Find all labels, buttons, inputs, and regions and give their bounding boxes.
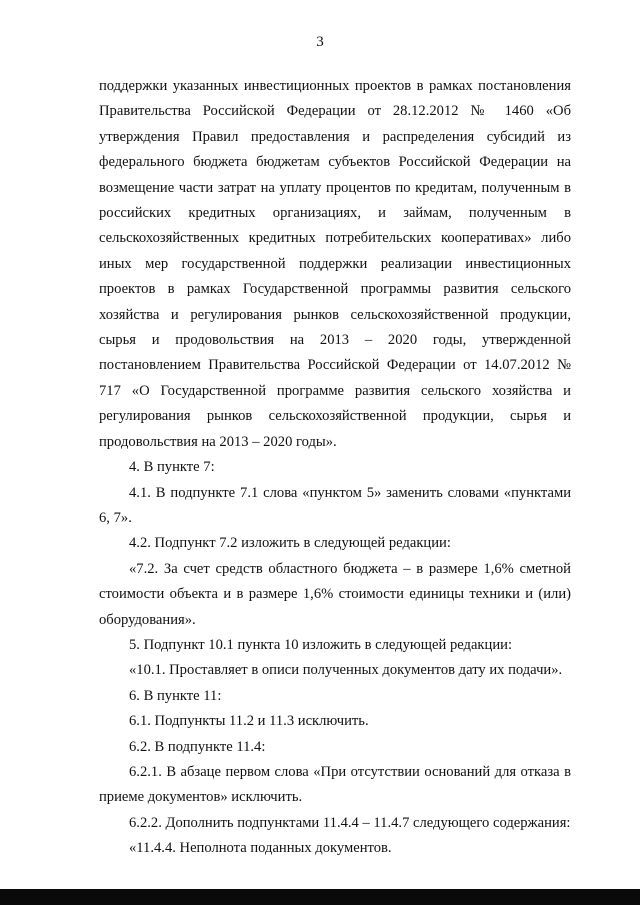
- document-body: [99, 74, 571, 862]
- paragraph-item-5: 5. Подпункт 10.1 пункта 10 изложить в следующей редакции:: [129, 636, 513, 653]
- paragraph-continuation: поддержки указанных инвестиционных проектов в рамках постановления Правительства Российской Федерации от 28.12.2012 № 1460 «Об утверждения Правил предоставления и распределения субсидий из федерального бюджета бюджетам субъектов Российской Федерации на возмещение части затрат на уплату процентов по кредитам, полученным в российских кредитных организациях, и займам, полученным в сельскохозяйственных кредитных потребительских кооперативах» либо иных мер государственной поддержки реализации инвестиционных проектов в рамках Государственной программы развития сельского хозяйства и регулирования рынков сельскохозяйственной продукции, сырья и продовольствия на 2013 – 2020 годы, утвержденной постановлением Правительства Российской Федерации от 14.07.2012 № 717 «О Государственной программе развития сельского хозяйства и регулирования рынков сельскохозяйственной продукции, сырья и продовольствия на 2013 – 2020 годы».: [99, 78, 571, 450]
- paragraph-item-6-2: 6.2. В подпункте 11.4:: [129, 738, 266, 755]
- paragraph-item-6-2-2: 6.2.2. Дополнить подпунктами 11.4.4 – 11.4.7 следующего содержания:: [129, 814, 571, 831]
- paragraph-item-6-2-1: 6.2.1. В абзаце первом слова «При отсутствии оснований для отказа в приеме документов» исключить.: [99, 763, 571, 806]
- paragraph-item-6: 6. В пункте 11:: [129, 687, 222, 704]
- paragraph-item-6-1: 6.1. Подпункты 11.2 и 11.3 исключить.: [129, 713, 369, 730]
- paragraph-item-4-1: 4.1. В подпункте 7.1 слова «пунктом 5» заменить словами «пунктами 6, 7».: [99, 484, 571, 526]
- paragraph-item-4-2: 4.2. Подпункт 7.2 изложить в следующей редакции:: [129, 535, 451, 552]
- paragraph-quote-11-4-4: «11.4.4. Неполнота поданных документов.: [129, 840, 392, 857]
- scan-edge-bar: [0, 889, 640, 905]
- paragraph-quote-10-1: «10.1. Проставляет в описи полученных документов дату их подачи».: [129, 662, 563, 679]
- paragraph-quote-7-2: «7.2. За счет средств областного бюджета – в размере 1,6% сметной стоимости объекта и в размере 1,6% стоимости единицы техники и (или) оборудования».: [99, 560, 571, 628]
- paragraph-item-4: 4. В пункте 7:: [129, 459, 215, 476]
- page-number: 3: [316, 34, 324, 50]
